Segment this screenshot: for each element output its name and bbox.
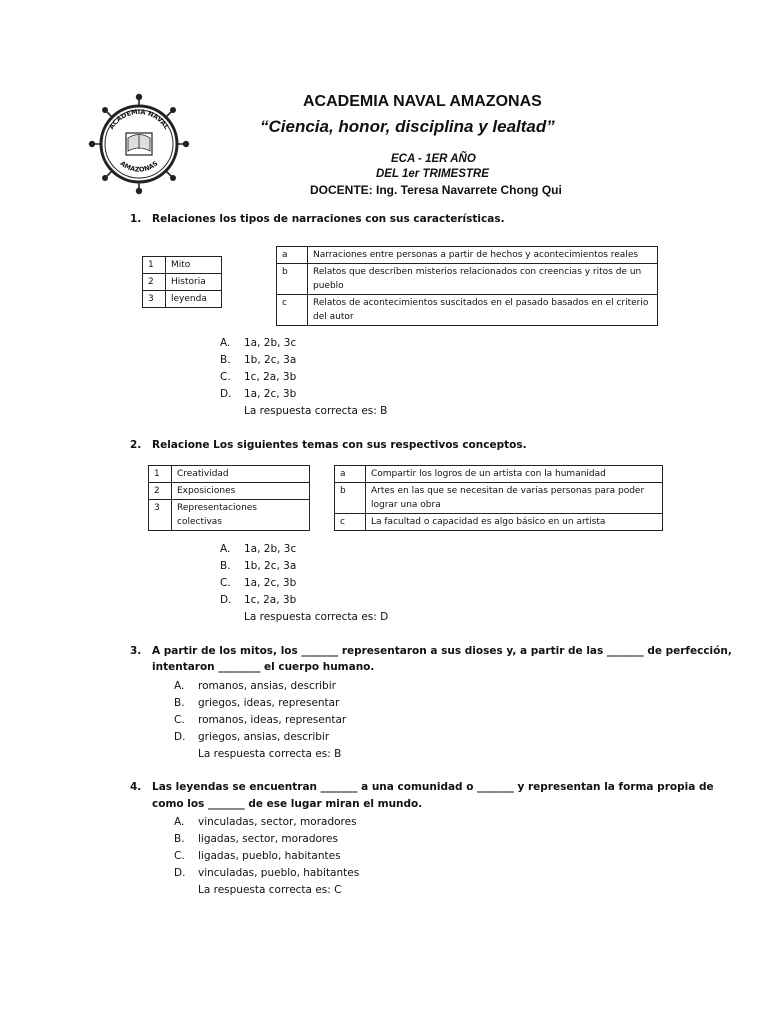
question-3-number: 3.: [130, 645, 142, 657]
q3-option-c[interactable]: C. romanos, ideas, representar: [174, 714, 347, 726]
q1-option-d[interactable]: D. 1a, 2c, 3b: [220, 388, 297, 400]
table-row: a Compartir los logros de un artista con la humanidad: [335, 466, 663, 483]
question-3-text-line1: A partir de los mitos, los _______ representaron a sus dioses y, a partir de las _______ de perfección,: [152, 645, 732, 657]
table-row: b Artes en las que se necesitan de varias personas para poder lograr una obra: [335, 483, 663, 514]
question-4-number: 4.: [130, 781, 142, 793]
q4-option-b[interactable]: B. ligadas, sector, moradores: [174, 833, 338, 845]
table-row: b Relatos que describen misterios relacionados con creencias y ritos de un pueblo: [277, 264, 658, 295]
q3-option-a[interactable]: A. romanos, ansias, describir: [174, 680, 336, 692]
question-1-text: Relaciones los tipos de narraciones con sus características.: [152, 213, 505, 225]
q1-option-b[interactable]: B. 1b, 2c, 3a: [220, 354, 297, 366]
question-2-number: 2.: [130, 439, 142, 451]
q1-answer: La respuesta correcta es: B: [244, 405, 388, 417]
table-row: 1 Creatividad: [149, 466, 310, 483]
q2-option-b[interactable]: B. 1b, 2c, 3a: [220, 560, 297, 572]
question-4-text-line1: Las leyendas se encuentran _______ a una comunidad o _______ y representan la forma propia de: [152, 781, 714, 793]
table-row: 3 leyenda: [143, 291, 222, 308]
q2-option-a[interactable]: A. 1a, 2b, 3c: [220, 543, 297, 555]
table-row: a Narraciones entre personas a partir de hechos y acontecimientos reales: [277, 247, 658, 264]
question-1-right-table: [276, 246, 658, 326]
question-1-number: 1.: [130, 213, 142, 225]
academy-logo: [88, 93, 190, 195]
q2-option-d[interactable]: D. 1c, 2a, 3b: [220, 594, 297, 606]
table-row: 2 Historia: [143, 274, 222, 291]
q4-answer: La respuesta correcta es: C: [198, 884, 342, 896]
q1-option-c[interactable]: C. 1c, 2a, 3b: [220, 371, 297, 383]
q2-option-c[interactable]: C. 1a, 2c, 3b: [220, 577, 297, 589]
question-4-text-line2: como los _______ de ese lugar miran el mundo.: [152, 798, 423, 810]
table-row: 2 Exposiciones: [149, 483, 310, 500]
table-row: 3 Representaciones colectivas: [149, 500, 310, 531]
q3-option-b[interactable]: B. griegos, ideas, representar: [174, 697, 340, 709]
question-2-left-table: [148, 465, 310, 531]
question-2-right-table: [334, 465, 663, 531]
q4-option-a[interactable]: A. vinculadas, sector, moradores: [174, 816, 357, 828]
school-title: ACADEMIA NAVAL AMAZONAS: [303, 93, 542, 110]
q3-option-d[interactable]: D. griegos, ansias, describir: [174, 731, 330, 743]
q4-option-c[interactable]: C. ligadas, pueblo, habitantes: [174, 850, 341, 862]
table-row: c La facultad o capacidad es algo básico en un artista: [335, 514, 663, 531]
logo-text-top: ACADEMIA NAVAL: [107, 107, 171, 131]
question-3-text-line2: intentaron ________ el cuerpo humano.: [152, 661, 375, 673]
term-label: DEL 1er TRIMESTRE: [376, 168, 489, 180]
school-motto: “Ciencia, honor, disciplina y lealtad”: [260, 117, 555, 136]
question-1-left-table: [142, 256, 222, 308]
q3-answer: La respuesta correcta es: B: [198, 748, 342, 760]
logo-text-bottom: AMAZONAS: [118, 159, 160, 174]
q4-option-d[interactable]: D. vinculadas, pueblo, habitantes: [174, 867, 360, 879]
q2-answer: La respuesta correcta es: D: [244, 611, 389, 623]
course-label: ECA - 1ER AÑO: [391, 153, 476, 165]
question-2-text: Relacione Los siguientes temas con sus respectivos conceptos.: [152, 439, 527, 451]
teacher-label: DOCENTE: Ing. Teresa Navarrete Chong Qui: [310, 183, 562, 197]
table-row: c Relatos de acontecimientos suscitados en el pasado basados en el criterio del autor: [277, 295, 658, 326]
table-row: 1 Mito: [143, 257, 222, 274]
q1-option-a[interactable]: A. 1a, 2b, 3c: [220, 337, 297, 349]
